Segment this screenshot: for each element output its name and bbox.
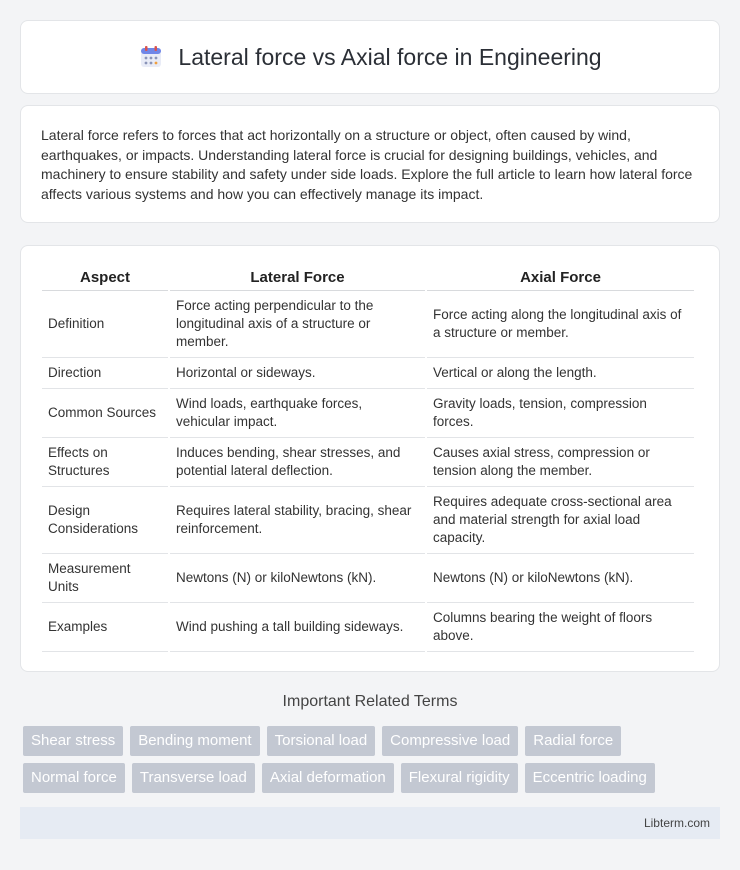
table-row bbox=[42, 487, 694, 554]
footer bbox=[20, 807, 720, 839]
tag-normal-force[interactable]: Normal force bbox=[23, 763, 125, 793]
cell-aspect: Common Sources bbox=[42, 389, 168, 438]
calendar-icon bbox=[138, 44, 164, 70]
tag-torsional-load[interactable]: Torsional load bbox=[267, 726, 376, 756]
cell-aspect: Design Considerations bbox=[42, 487, 168, 554]
table-row bbox=[42, 554, 694, 603]
related-terms-title: Important Related Terms bbox=[282, 693, 458, 710]
cell-aspect: Measurement Units bbox=[42, 554, 168, 603]
cell-axial: Columns bearing the weight of floors above. bbox=[427, 603, 694, 652]
cell-aspect: Direction bbox=[42, 358, 168, 389]
comparison-table bbox=[40, 263, 696, 652]
cell-lateral: Horizontal or sideways. bbox=[170, 358, 425, 389]
tag-row bbox=[23, 726, 723, 756]
header-axial-force: Axial Force bbox=[427, 263, 694, 291]
table-row bbox=[42, 438, 694, 487]
cell-axial: Newtons (N) or kiloNewtons (kN). bbox=[427, 554, 694, 603]
title-card bbox=[20, 20, 720, 94]
cell-lateral: Induces bending, shear stresses, and potential lateral deflection. bbox=[170, 438, 425, 487]
header-lateral-force: Lateral Force bbox=[170, 263, 425, 291]
cell-lateral: Wind loads, earthquake forces, vehicular impact. bbox=[170, 389, 425, 438]
tag-bending-moment[interactable]: Bending moment bbox=[130, 726, 259, 756]
tag-transverse-load[interactable]: Transverse load bbox=[132, 763, 255, 793]
related-terms bbox=[23, 726, 723, 800]
table-header-row bbox=[42, 263, 694, 291]
cell-lateral: Newtons (N) or kiloNewtons (kN). bbox=[170, 554, 425, 603]
tag-eccentric-loading[interactable]: Eccentric loading bbox=[525, 763, 655, 793]
cell-axial: Force acting along the longitudinal axis of a structure or member. bbox=[427, 291, 694, 358]
tag-flexural-rigidity[interactable]: Flexural rigidity bbox=[401, 763, 518, 793]
table-row bbox=[42, 603, 694, 652]
cell-axial: Requires adequate cross-sectional area and material strength for axial load capacity. bbox=[427, 487, 694, 554]
tag-compressive-load[interactable]: Compressive load bbox=[382, 726, 518, 756]
cell-lateral: Wind pushing a tall building sideways. bbox=[170, 603, 425, 652]
cell-lateral: Requires lateral stability, bracing, shear reinforcement. bbox=[170, 487, 425, 554]
header-aspect: Aspect bbox=[42, 263, 168, 291]
comparison-card bbox=[20, 245, 720, 672]
cell-axial: Vertical or along the length. bbox=[427, 358, 694, 389]
table-row bbox=[42, 291, 694, 358]
tag-row bbox=[23, 763, 723, 793]
tag-shear-stress[interactable]: Shear stress bbox=[23, 726, 123, 756]
table-row bbox=[42, 358, 694, 389]
cell-aspect: Examples bbox=[42, 603, 168, 652]
tag-radial-force[interactable]: Radial force bbox=[525, 726, 621, 756]
footer-site-link[interactable]: Libterm.com bbox=[643, 816, 710, 830]
intro-text: Lateral force refers to forces that act horizontally on a structure or object, often caused by wind, earthquakes, or impacts. Understanding lateral force is crucial for designing buildings, vehicles, and machinery to ensure stability and safety under side loads. Explore the full article to learn how lateral force affects various systems and how you can effectively manage its impact. bbox=[41, 127, 693, 202]
table-row bbox=[42, 389, 694, 438]
cell-lateral: Force acting perpendicular to the longitudinal axis of a structure or member. bbox=[170, 291, 425, 358]
cell-axial: Gravity loads, tension, compression forces. bbox=[427, 389, 694, 438]
cell-axial: Causes axial stress, compression or tension along the member. bbox=[427, 438, 694, 487]
intro-card bbox=[20, 105, 720, 223]
cell-aspect: Effects on Structures bbox=[42, 438, 168, 487]
page-title: Lateral force vs Axial force in Engineering bbox=[178, 43, 602, 70]
cell-aspect: Definition bbox=[42, 291, 168, 358]
tag-axial-deformation[interactable]: Axial deformation bbox=[262, 763, 394, 793]
